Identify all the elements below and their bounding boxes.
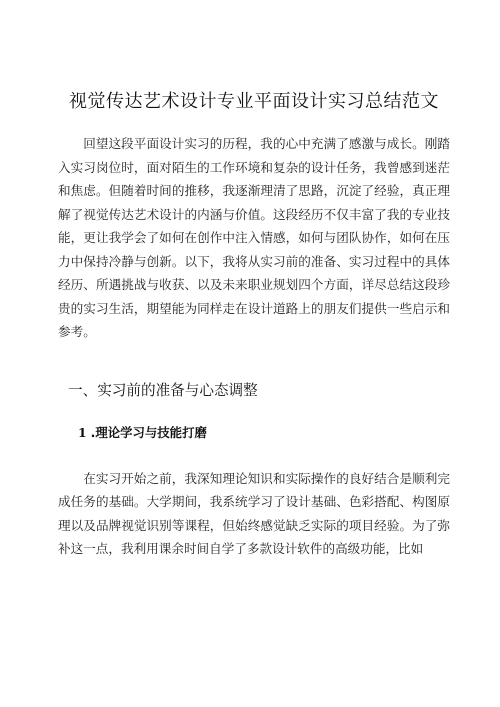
body-paragraph: 在实习开始之前，我深知理论知识和实际操作的良好结合是顺利完成任务的基础。大学期间，我系统学习了设计基础、色彩搭配、构图原理以及品牌视觉识别等课程，但始终感觉缺乏实际的项目经验。为了弥补这一点，我利用课余时间自学了多款设计软件的高级功能，比如 <box>58 470 450 556</box>
subsection-heading <box>78 423 450 443</box>
subsection-title: .理论学习与技能打磨 <box>90 424 207 440</box>
subsection-number: 1 <box>78 424 87 440</box>
intro-paragraph: 回望这段平面设计实习的历程，我的心中充满了感激与成长。刚踏入实习岗位时，面对陌生的工作环境和复杂的设计任务，我曾感到迷茫和焦虑。但随着时间的推移，我逐渐理清了思路，沉淀了经验，真正理解了视觉传达艺术设计的内涵与价值。这段经历不仅丰富了我的专业技能，更让我学会了如何在创作中注入情感，如何与团队协作，如何在压力中保持冷静与创新。以下，我将从实习前的准备、实习过程中的具体经历、所遇挑战与收获、以及未来职业规划四个方面，详尽总结这段珍贵的实习生活，期望能为同样走在设计道路上的朋友们提供一些启示和参考。 <box>58 136 450 339</box>
section-heading: 一、实习前的准备与心态调整 <box>68 381 258 399</box>
document-title: 视觉传达艺术设计专业平面设计实习总结范文 <box>69 91 439 112</box>
